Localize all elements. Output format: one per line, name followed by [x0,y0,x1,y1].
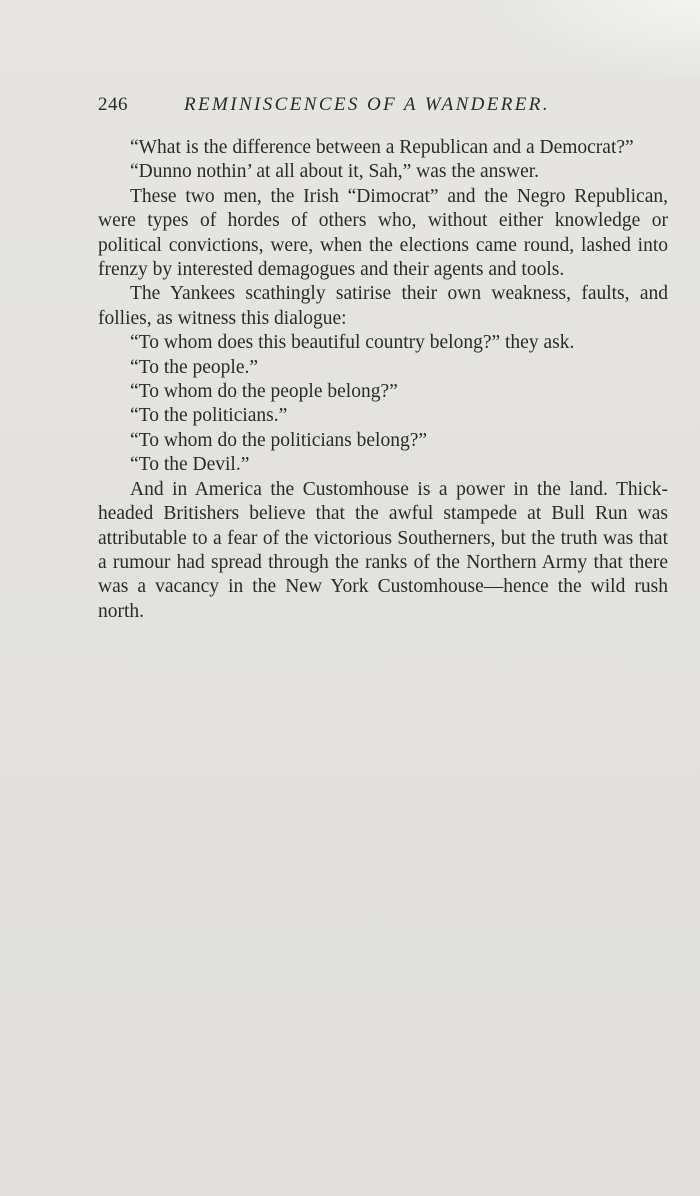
paragraph: These two men, the Irish “Dimocrat” and the Negro Republican, were types of hordes of others who, without either knowledge or political convictions, were, when the elections came round, lashed into frenzy by interested demagogues and their agents and tools. [98,185,668,281]
page-number: 246 [98,94,128,115]
paragraph: “To whom do the politicians belong?” [130,429,428,451]
paragraph: “To the Devil.” [130,454,250,476]
paragraph: “To the people.” [130,356,259,378]
page-corner-shade [480,0,700,80]
paragraph: And in America the Customhouse is a power in the land. Thick-headed Britishers believe that the awful stampede at Bull Run was attributable to a fear of the victorious Southerners, but the truth was that a rumour had spread through the ranks of the Northern Army that there was a vacancy in the New York Customhouse—hence the wild rush north. [98,478,668,622]
paragraph: “To the politicians.” [130,405,288,427]
paragraph: “What is the difference between a Republican and a Democrat?” [130,137,634,158]
paragraph: The Yankees scathingly satirise their own weakness, faults, and follies, as witness this dialogue: [98,283,668,329]
paragraph: “To whom does this beautiful country belong?” they ask. [130,332,575,354]
paragraph: “To whom do the people belong?” [130,381,398,403]
book-title: REMINISCENCES OF A WANDERER. [184,94,550,115]
running-head [98,94,670,118]
paragraph: “Dunno nothin’ at all about it, Sah,” was the answer. [130,161,540,183]
body-text [98,136,668,624]
